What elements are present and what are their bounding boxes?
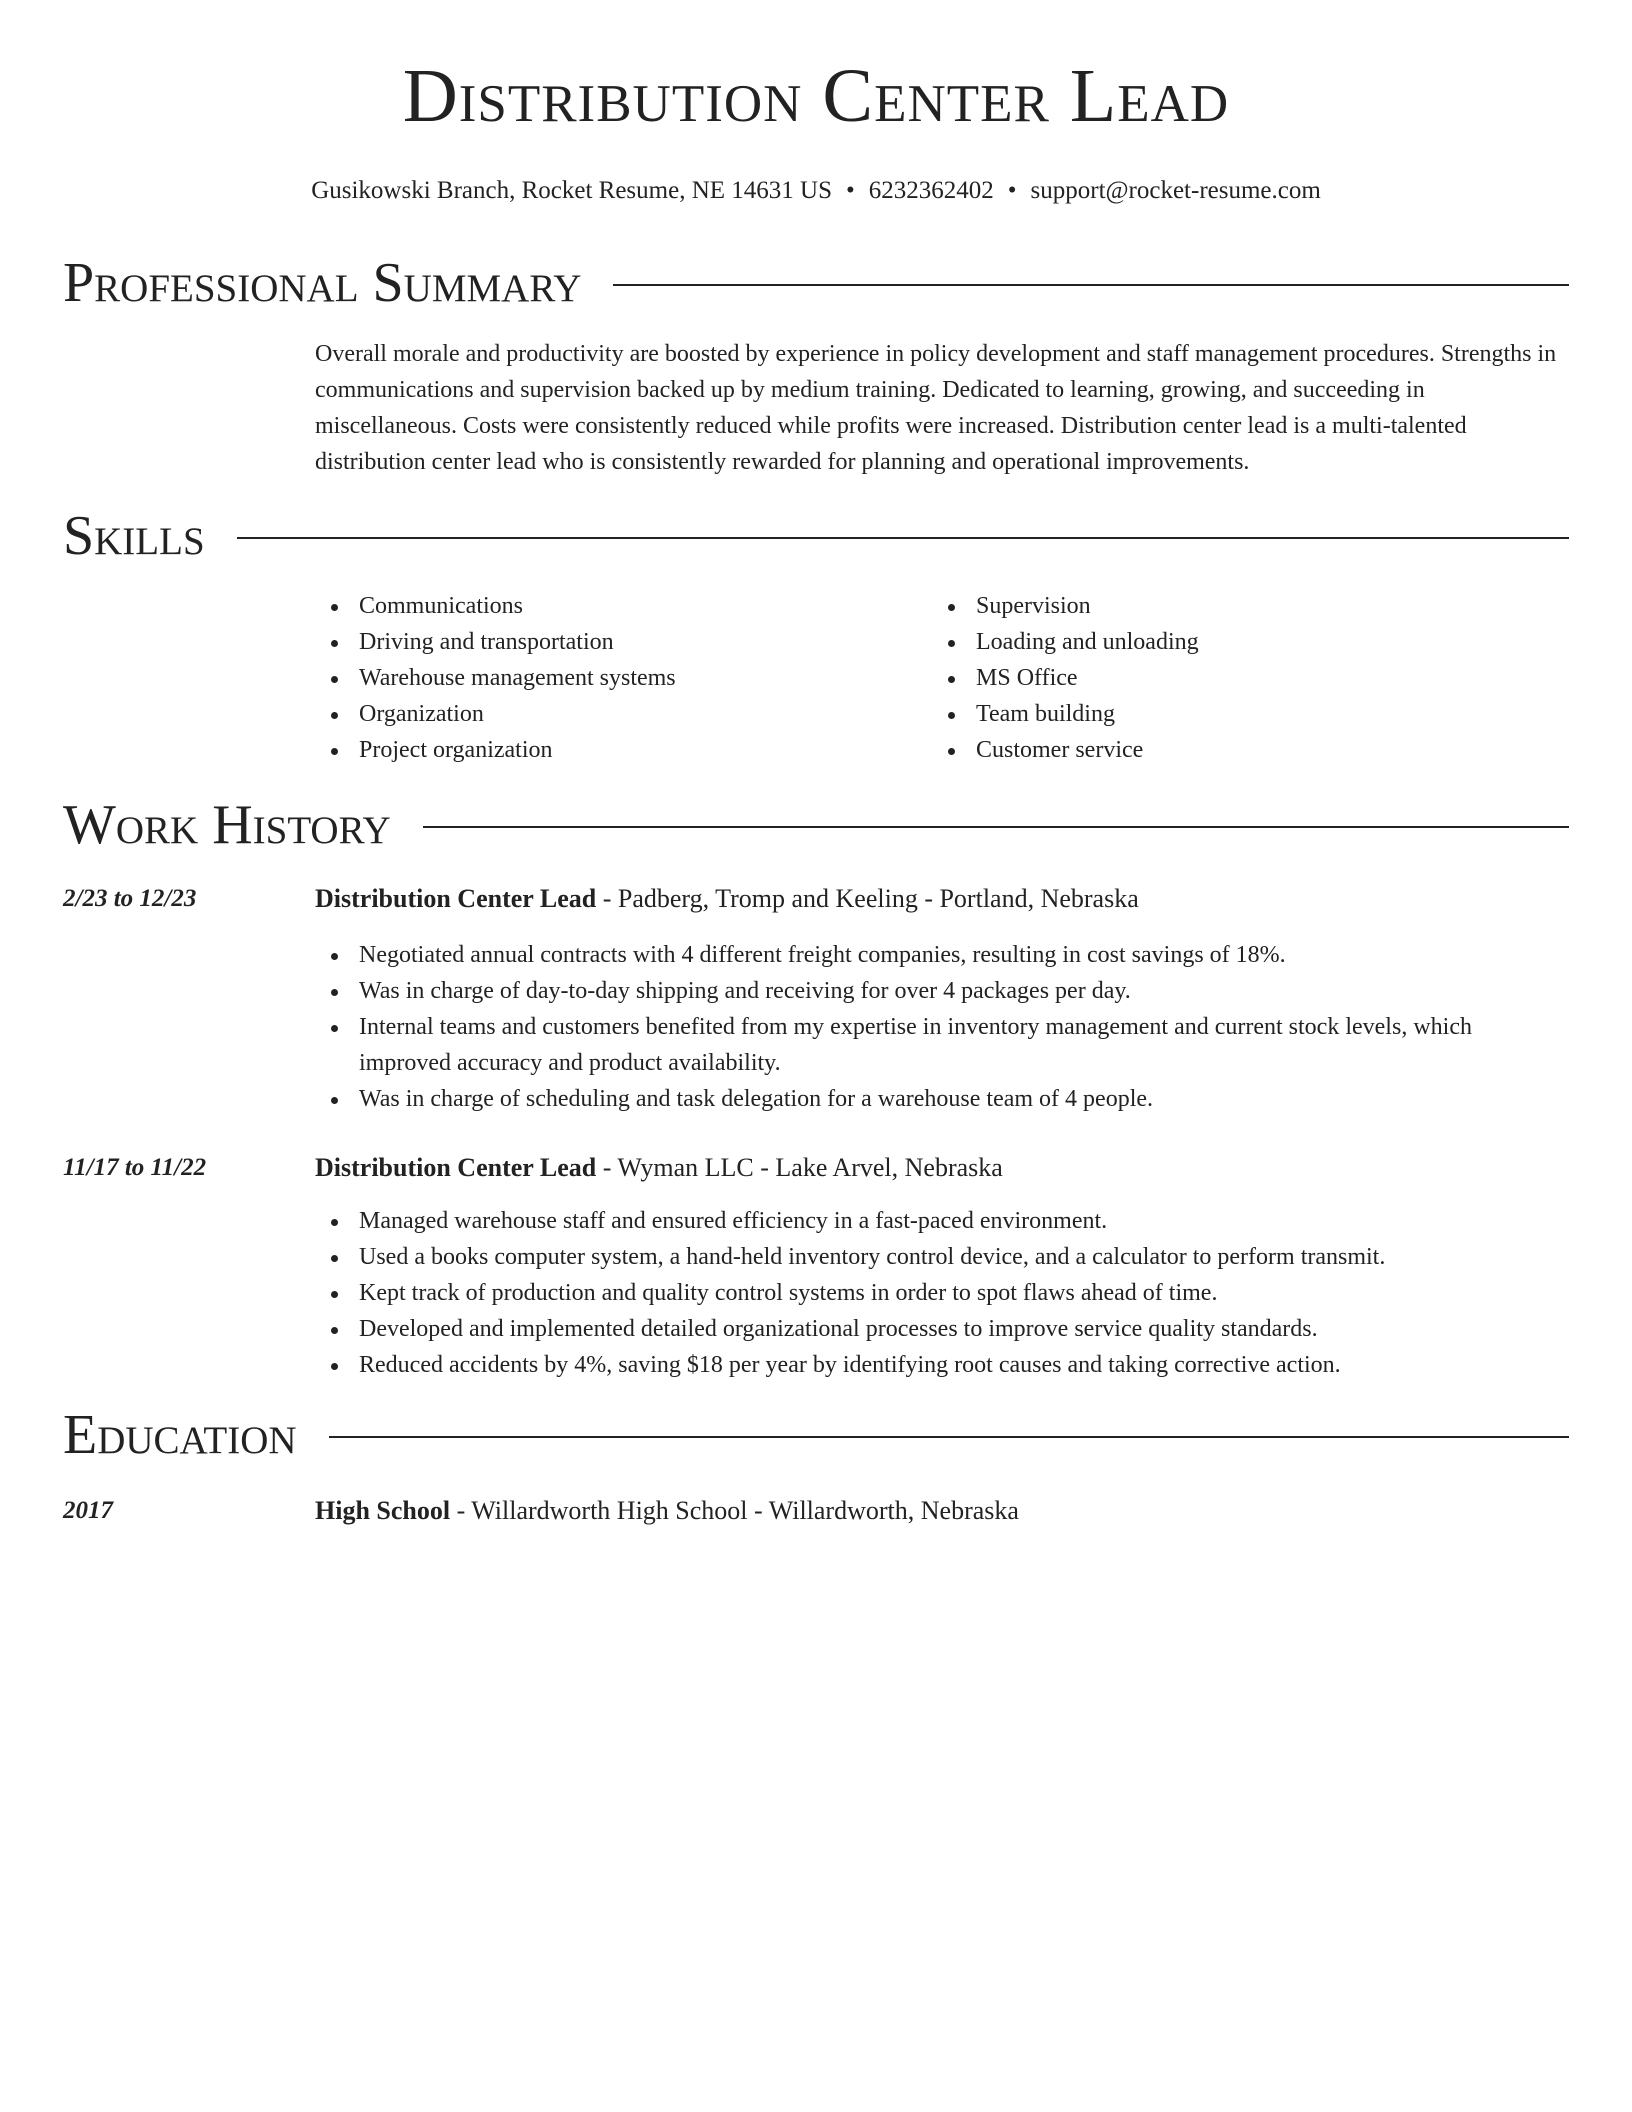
work-heading: Work History	[63, 794, 391, 856]
education-heading: Education	[63, 1404, 297, 1466]
skill-item: Driving and transportation	[315, 624, 915, 660]
education-section-header	[63, 1402, 1569, 1468]
responsibility-item: Was in charge of scheduling and task delegation for a warehouse team of 4 people.	[315, 1081, 1565, 1117]
summary-heading: Professional Summary	[63, 252, 582, 314]
summary-section-header	[63, 250, 1569, 316]
skill-item: Organization	[315, 696, 915, 732]
contact-email: support@rocket-resume.com	[1030, 177, 1321, 204]
job-dates: 11/17 to 11/22	[63, 1154, 207, 1181]
responsibility-item: Negotiated annual contracts with 4 different freight companies, resulting in cost savings of 18%.	[315, 937, 1565, 973]
responsibility-item: Internal teams and customers benefited from my expertise in inventory management and current stock levels, which improved accuracy and product availability.	[315, 1009, 1565, 1081]
education-entry	[315, 1493, 1565, 1529]
section-divider	[329, 1436, 1569, 1438]
section-divider	[613, 284, 1569, 286]
skills-heading: Skills	[63, 505, 205, 567]
skill-item: Loading and unloading	[932, 624, 1532, 660]
skill-item: MS Office	[932, 660, 1532, 696]
responsibility-item: Reduced accidents by 4%, saving $18 per year by identifying root causes and taking corrective action.	[315, 1347, 1565, 1383]
contact-phone: 6232362402	[868, 177, 994, 204]
skill-item: Team building	[932, 696, 1532, 732]
responsibility-item: Managed warehouse staff and ensured efficiency in a fast-paced environment.	[315, 1203, 1565, 1239]
summary-text: Overall morale and productivity are boosted by experience in policy development and staff management procedures. Strengths in communications and supervision backed up by medium training. Dedicated to learning, growing, and succeeding in miscellaneous. Costs were consistently reduced while profits were increased. Distribution center lead is a multi-talented distribution center lead who is consistently rewarded for planning and operational improvements.	[315, 341, 1557, 475]
skill-item: Communications	[315, 588, 915, 624]
contact-separator: •	[1007, 177, 1017, 204]
responsibility-item: Developed and implemented detailed organizational processes to improve service quality standards.	[315, 1311, 1565, 1347]
skill-item: Project organization	[315, 732, 915, 768]
job-responsibilities	[315, 937, 1565, 1117]
skills-list-left	[315, 588, 915, 768]
job-heading	[315, 881, 1565, 917]
skill-item: Supervision	[932, 588, 1532, 624]
job-title: Distribution Center Lead	[315, 884, 597, 913]
contact-address: Gusikowski Branch, Rocket Resume, NE 14631 US	[311, 177, 832, 204]
job-employer: - Padberg, Tromp and Keeling - Portland, Nebraska	[596, 884, 1139, 913]
skill-item: Warehouse management systems	[315, 660, 915, 696]
section-divider	[237, 537, 1569, 539]
responsibility-item: Used a books computer system, a hand-held inventory control device, and a calculator to perform transmit.	[315, 1239, 1565, 1275]
job-responsibilities	[315, 1203, 1565, 1383]
skills-section-header	[63, 503, 1569, 569]
job-title: Distribution Center Lead	[315, 1153, 597, 1182]
responsibility-item: Kept track of production and quality control systems in order to spot flaws ahead of time.	[315, 1275, 1565, 1311]
job-heading	[315, 1150, 1565, 1186]
job-employer: - Wyman LLC - Lake Arvel, Nebraska	[596, 1153, 1003, 1182]
responsibility-item: Was in charge of day-to-day shipping and receiving for over 4 packages per day.	[315, 973, 1565, 1009]
skill-item: Customer service	[932, 732, 1532, 768]
candidate-name: Distribution Center Lead	[402, 54, 1230, 138]
skills-list-right	[932, 588, 1532, 768]
education-degree: High School	[315, 1496, 451, 1525]
contact-line	[0, 176, 1632, 206]
education-school: - Willardworth High School - Willardworth, Nebraska	[450, 1496, 1019, 1525]
job-dates: 2/23 to 12/23	[63, 885, 197, 912]
work-section-header	[63, 792, 1569, 858]
contact-separator: •	[845, 177, 855, 204]
education-year: 2017	[63, 1497, 113, 1524]
section-divider	[423, 826, 1569, 828]
